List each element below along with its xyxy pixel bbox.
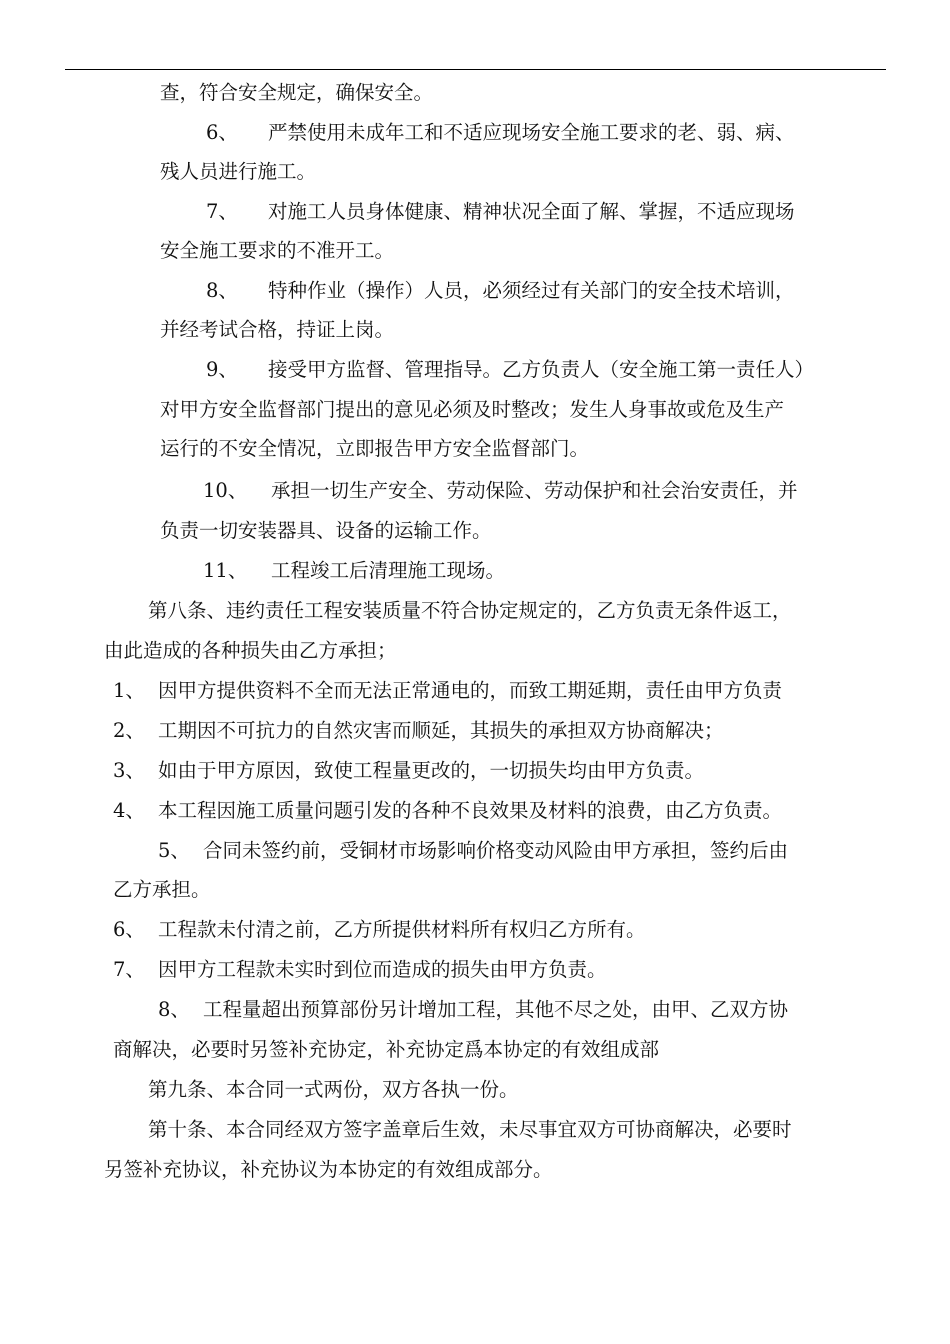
- text-line: 商解决，必要时另签补充协定，补充协定爲本协定的有效组成部: [113, 1038, 660, 1061]
- list-item: 7、 对施工人员身体健康、精神状况全面了解、掌握，不适应现场: [206, 200, 795, 223]
- list-item: 10、 承担一切生产安全、劳动保险、劳动保护和社会治安责任，并: [203, 479, 798, 502]
- item-number: 11、: [203, 559, 248, 582]
- text-line: 运行的不安全情况，立即报告甲方安全监督部门。: [160, 437, 590, 460]
- item-number: 7、: [113, 958, 145, 981]
- item-number: 3、: [113, 759, 145, 782]
- list-item: 8、 特种作业（操作）人员，必须经过有关部门的安全技术培训，: [206, 279, 795, 302]
- header-rule: [65, 69, 886, 70]
- list-item: 7、 因甲方工程款未实时到位而造成的损失由甲方负责。: [113, 958, 607, 981]
- item-number: 6、: [206, 121, 238, 144]
- text-line: 对甲方安全监督部门提出的意见必须及时整改；发生人身事故或危及生产: [160, 398, 785, 421]
- list-item: 2、 工期因不可抗力的自然灾害而顺延，其损失的承担双方协商解决；: [113, 719, 724, 742]
- article-8: 第八条、违约责任工程安装质量不符合协定规定的，乙方负责无条件返工，: [148, 599, 792, 622]
- list-item: 1、 因甲方提供资料不全而无法正常通电的，而致工期延期，责任由甲方负责: [113, 679, 783, 702]
- list-item: 9、 接受甲方监督、管理指导。乙方负责人（安全施工第一责任人）: [206, 358, 815, 381]
- list-item: 4、 本工程因施工质量问题引发的各种不良效果及材料的浪费，由乙方负责。: [113, 799, 783, 822]
- list-item: 6、 工程款未付清之前，乙方所提供材料所有权归乙方所有。: [113, 918, 646, 941]
- list-item: 8、 工程量超出预算部份另计增加工程，其他不尽之处，由甲、乙双方协: [158, 998, 789, 1021]
- item-number: 10、: [203, 479, 248, 502]
- item-number: 1、: [113, 679, 145, 702]
- item-number: 7、: [206, 200, 238, 223]
- article-9: 第九条、本合同一式两份，双方各执一份。: [148, 1078, 519, 1101]
- list-item: 6、 严禁使用未成年工和不适应现场安全施工要求的老、弱、病、: [206, 121, 795, 144]
- text-line: 查，符合安全规定，确保安全。: [160, 81, 434, 104]
- item-number: 8、: [158, 998, 190, 1021]
- list-item: 5、 合同未签约前，受铜材市场影响价格变动风险由甲方承担，签约后由: [158, 839, 789, 862]
- text-line: 另签补充协议，补充协议为本协定的有效组成部分。: [104, 1158, 553, 1181]
- item-number: 4、: [113, 799, 145, 822]
- list-item: 11、 工程竣工后清理施工现场。: [203, 559, 506, 582]
- text-line: 并经考试合格，持证上岗。: [160, 318, 395, 341]
- list-item: 3、 如由于甲方原因，致使工程量更改的，一切损失均由甲方负责。: [113, 759, 705, 782]
- item-number: 8、: [206, 279, 238, 302]
- text-line: 由此造成的各种损失由乙方承担；: [104, 639, 397, 662]
- text-line: 残人员进行施工。: [160, 160, 317, 183]
- text-line: 安全施工要求的不准开工。: [160, 239, 395, 262]
- article-10: 第十条、本合同经双方签字盖章后生效，未尽事宜双方可协商解决，必要时: [148, 1118, 792, 1141]
- item-number: 9、: [206, 358, 238, 381]
- text-line: 乙方承担。: [113, 878, 211, 901]
- item-number: 6、: [113, 918, 145, 941]
- text-line: 负责一切安装器具、设备的运输工作。: [160, 519, 492, 542]
- item-number: 5、: [158, 839, 190, 862]
- item-number: 2、: [113, 719, 145, 742]
